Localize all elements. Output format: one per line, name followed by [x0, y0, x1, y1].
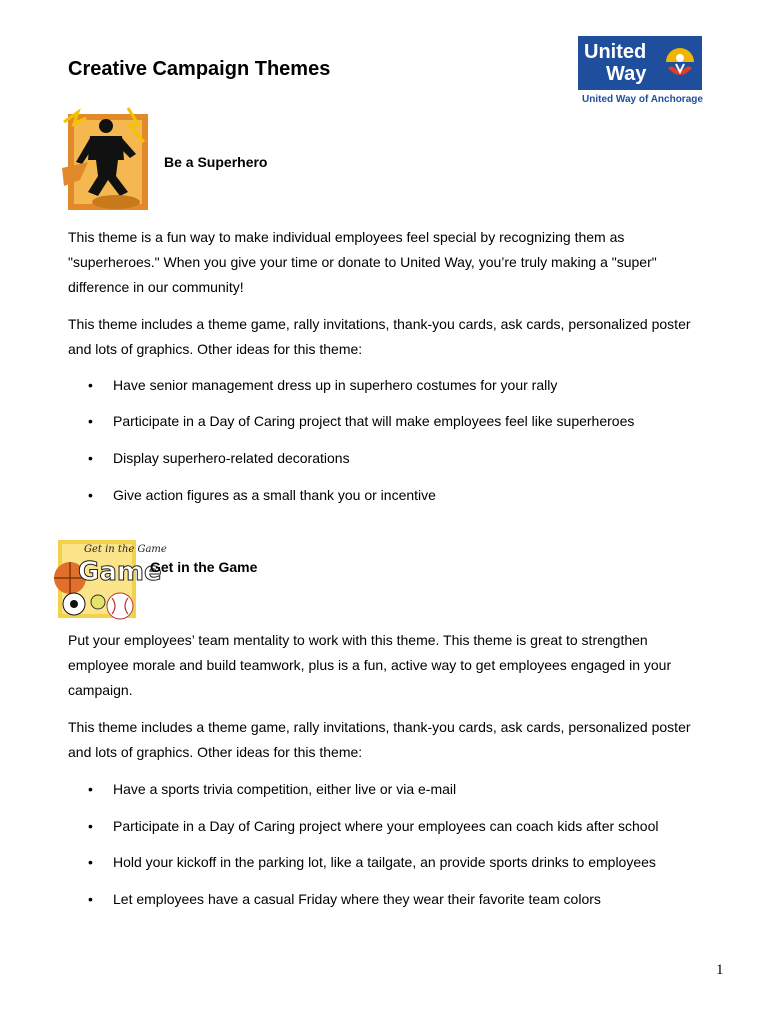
- list-item-text: Hold your kickoff in the parking lot, like a tailgate, an provide sports drinks to employees: [113, 854, 656, 870]
- logo-word-way: Way: [606, 63, 647, 85]
- sports-icon-big-word: Game: [78, 557, 162, 587]
- bullet-dot: •: [88, 854, 93, 870]
- bullet-dot: •: [88, 377, 93, 393]
- game-paragraph-2: This theme includes a theme game, rally invitations, thank-you cards, ask cards, personalized poster and lots of graphics. Other ideas for this theme:: [68, 719, 691, 760]
- section-heading-game: Get in the Game: [150, 559, 258, 575]
- sports-icon: [48, 536, 167, 622]
- list-item-text: Have a sports trivia competition, either live or via e-mail: [113, 781, 457, 797]
- superhero-paragraph-2: This theme includes a theme game, rally invitations, thank-you cards, ask cards, personalized poster and lots of graphics. Other ideas for this theme:: [68, 316, 691, 357]
- bullet-dot: •: [88, 891, 93, 907]
- superhero-icon: [58, 102, 156, 212]
- list-item-text: Display superhero-related decorations: [113, 450, 350, 466]
- logo-word-united: United: [584, 41, 647, 63]
- page-title: Creative Campaign Themes: [68, 58, 331, 80]
- list-item-text: Participate in a Day of Caring project where your employees can coach kids after school: [113, 818, 659, 834]
- bullet-dot: •: [88, 450, 93, 466]
- logo-caption: United Way of Anchorage: [582, 94, 703, 105]
- bullet-dot: •: [88, 818, 93, 834]
- list-item-text: Have senior management dress up in superhero costumes for your rally: [113, 377, 558, 393]
- logo-box: [578, 36, 702, 90]
- sports-icon-lettering: Get in the Game: [84, 544, 167, 555]
- bullet-dot: •: [88, 781, 93, 797]
- bullet-dot: •: [88, 413, 93, 429]
- helping-hand-icon: [664, 42, 696, 84]
- bullet-dot: •: [88, 487, 93, 503]
- united-way-logo: [578, 36, 702, 112]
- list-item-text: Let employees have a casual Friday where they wear their favorite team colors: [113, 891, 601, 907]
- game-paragraph-1: Put your employees’ team mentality to work with this theme. This theme is great to strengthen employee morale and build teamwork, plus is a fun, active way to get employees engaged in your campaign.: [68, 632, 672, 698]
- list-item-text: Participate in a Day of Caring project that will make employees feel like superheroes: [113, 413, 635, 429]
- page-number: 1: [716, 962, 724, 978]
- list-item-text: Give action figures as a small thank you or incentive: [113, 487, 436, 503]
- superhero-paragraph-1: This theme is a fun way to make individual employees feel special by recognizing them as "superheroes." When you give your time or donate to United Way, you’re truly making a "super" difference in our community!: [68, 229, 657, 295]
- section-heading-superhero: Be a Superhero: [164, 154, 268, 170]
